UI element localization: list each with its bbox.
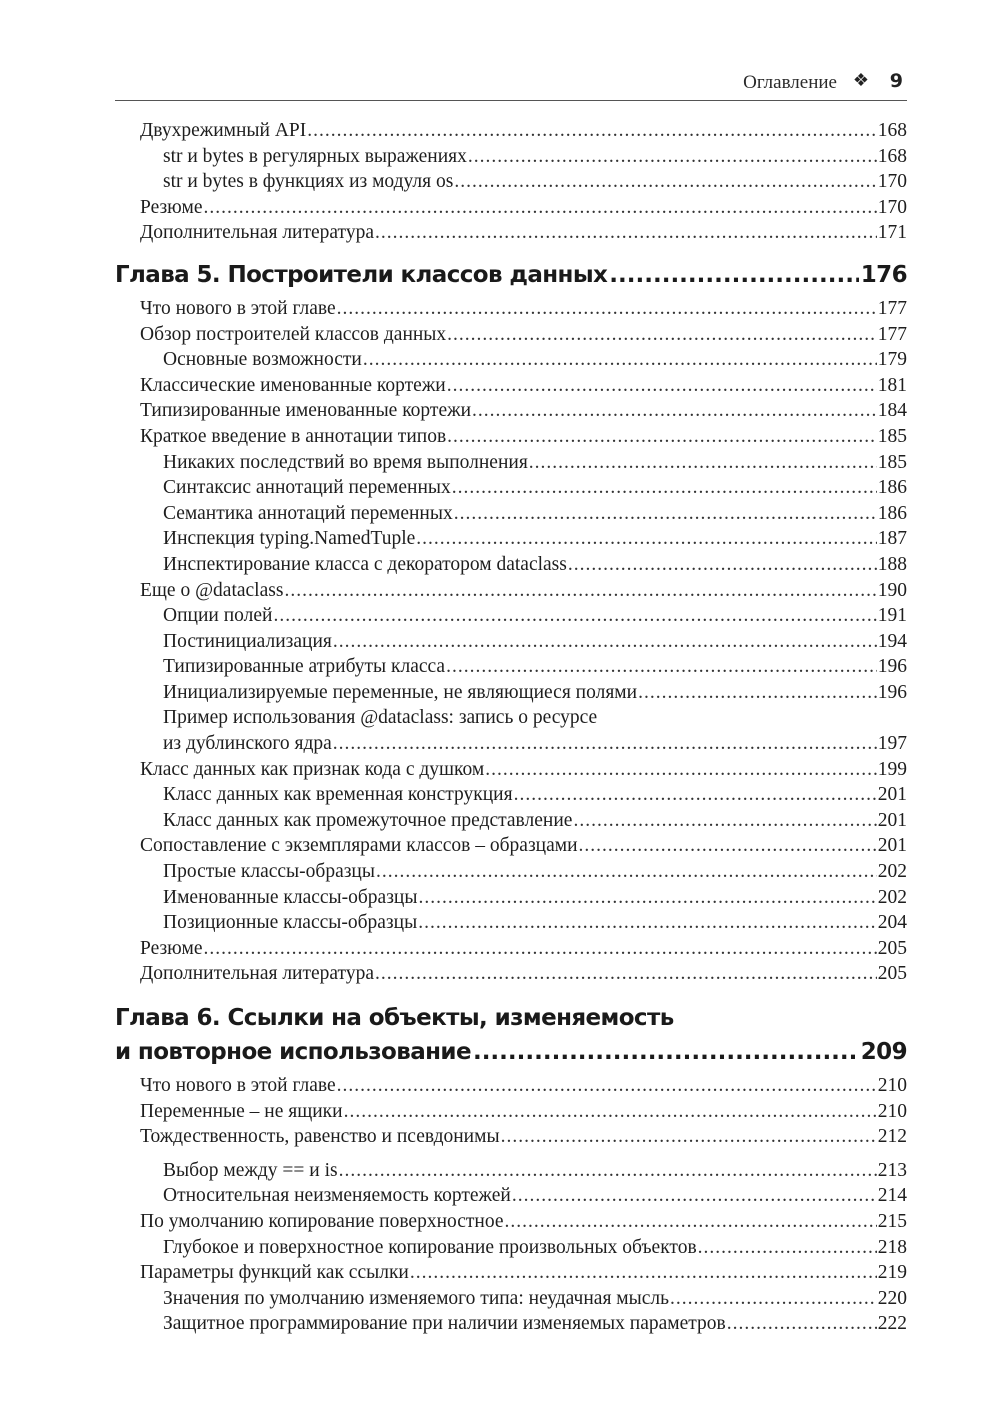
leader-dots	[468, 144, 877, 170]
ornament-icon: ❖	[852, 70, 869, 90]
chapter-5-entries	[115, 296, 907, 987]
chapter-6-entries	[115, 1073, 907, 1337]
toc-entry[interactable]	[115, 603, 907, 629]
toc-entry[interactable]	[115, 398, 907, 424]
leader-dots	[333, 629, 877, 655]
entry-page: 201	[877, 835, 907, 857]
toc-entry[interactable]	[115, 552, 907, 578]
entry-page: 222	[877, 1313, 907, 1335]
toc-entry[interactable]	[115, 220, 907, 246]
toc-entry[interactable]	[115, 782, 907, 808]
toc-entry[interactable]	[115, 1099, 907, 1125]
leader-dots	[573, 808, 876, 834]
entry-page: 210	[877, 1100, 907, 1122]
entry-page: 199	[877, 758, 907, 780]
entry-page: 210	[877, 1075, 907, 1096]
entry-page: 190	[877, 579, 907, 601]
toc-entry[interactable]	[115, 1073, 907, 1099]
leader-dots	[307, 118, 876, 144]
toc-entry-title-line1	[115, 705, 907, 731]
toc-entry[interactable]	[115, 169, 907, 195]
chapter-title: и повторное использование	[115, 1039, 471, 1065]
entry-title: Относительная неизменяемость кортежей	[163, 1185, 511, 1207]
entry-title: str и bytes в функциях из модуля os	[163, 171, 454, 193]
toc-entry[interactable]	[115, 578, 907, 604]
toc-entry[interactable]	[115, 1235, 907, 1261]
leader-dots	[529, 450, 877, 476]
entry-title: Краткое введение в аннотации типов	[140, 425, 447, 447]
toc-entry[interactable]	[115, 347, 907, 373]
leader-dots	[204, 936, 877, 962]
entry-page: 196	[877, 656, 907, 678]
entry-page: 184	[877, 400, 907, 422]
entry-page: 196	[877, 681, 907, 703]
leader-dots	[447, 424, 877, 450]
toc-entry[interactable]	[115, 654, 907, 680]
leader-dots	[333, 731, 877, 757]
toc-entry[interactable]	[115, 731, 907, 757]
entry-title: Позиционные классы-образцы	[163, 912, 418, 934]
leader-dots	[447, 373, 877, 399]
entry-page: 177	[877, 323, 907, 345]
chapter-page: 176	[860, 261, 907, 288]
entry-title: Тождественность, равенство и псевдонимы	[140, 1126, 500, 1148]
toc-entry[interactable]	[115, 450, 907, 476]
toc-entry[interactable]	[115, 833, 907, 859]
entry-page: 191	[877, 605, 907, 627]
toc-entry[interactable]	[115, 629, 907, 655]
toc-entry[interactable]	[115, 322, 907, 348]
toc-entry[interactable]	[115, 1183, 907, 1209]
entry-title: Семантика аннотаций переменных	[163, 502, 453, 524]
leader-dots	[344, 1099, 877, 1125]
entry-title: Дополнительная литература	[140, 222, 374, 244]
leader-dots	[363, 347, 877, 373]
toc-entry[interactable]	[115, 195, 907, 221]
entry-page: 202	[877, 861, 907, 883]
toc-entry[interactable]	[115, 526, 907, 552]
toc-entry[interactable]	[115, 1158, 907, 1184]
toc-entry[interactable]	[115, 910, 907, 936]
entry-page: 186	[877, 502, 907, 524]
entry-title: Класс данных как признак кода с душком	[140, 758, 485, 780]
entry-title: Класс данных как временная конструкция	[163, 784, 513, 806]
entry-page: 201	[877, 784, 907, 806]
toc-entry[interactable]	[115, 1311, 907, 1337]
entry-title: Инспекция typing.NamedTuple	[163, 528, 416, 550]
running-header	[115, 70, 907, 101]
entry-title: Типизированные атрибуты класса	[163, 656, 446, 678]
entry-page: 220	[877, 1287, 907, 1309]
toc-entry[interactable]	[115, 1286, 907, 1312]
leader-dots	[638, 680, 877, 706]
leader-dots	[454, 501, 877, 527]
entry-page: 179	[877, 349, 907, 371]
leader-dots	[337, 1073, 877, 1099]
leader-dots	[337, 296, 877, 322]
toc-entry[interactable]	[115, 680, 907, 706]
entry-page: 177	[877, 297, 907, 319]
toc-section-continued	[115, 118, 907, 246]
entry-title: Пример использования @dataclass: запись о ресурсе	[163, 707, 598, 729]
entry-page: 218	[877, 1236, 907, 1258]
page-number: 9	[889, 70, 903, 92]
table-of-contents	[115, 118, 907, 1337]
toc-entry[interactable]	[115, 859, 907, 885]
entry-title: Именованные классы-образцы	[163, 886, 418, 908]
entry-title: Опции полей	[163, 605, 273, 627]
toc-entry[interactable]	[115, 808, 907, 834]
entry-title: Переменные – не ящики	[140, 1100, 343, 1122]
entry-page: 212	[877, 1126, 907, 1148]
entry-title: Классические именованные кортежи	[140, 374, 446, 396]
leader-dots	[609, 258, 859, 292]
toc-entry[interactable]	[115, 936, 907, 962]
section-title: Оглавление	[743, 72, 837, 93]
chapter-heading[interactable]	[115, 258, 907, 292]
leader-dots	[485, 757, 877, 783]
entry-title: Инспектирование класса с декоратором dataclass	[163, 553, 567, 575]
leader-dots	[376, 859, 877, 885]
entry-page: 214	[877, 1185, 907, 1207]
leader-dots	[416, 526, 876, 552]
leader-dots	[452, 475, 877, 501]
leader-dots	[473, 1035, 859, 1069]
leader-dots	[514, 782, 877, 808]
entry-title: Резюме	[140, 196, 203, 218]
leader-dots	[375, 961, 877, 987]
entry-title: Глубокое и поверхностное копирование произвольных объектов	[163, 1236, 697, 1258]
toc-entry[interactable]	[115, 296, 907, 322]
entry-page: 170	[877, 171, 907, 193]
chapter-5	[115, 258, 907, 292]
leader-dots	[204, 195, 877, 221]
entry-title: Постинициализация	[163, 630, 332, 652]
entry-page: 187	[877, 528, 907, 550]
entry-page: 194	[877, 630, 907, 652]
leader-dots	[568, 552, 877, 578]
leader-dots	[501, 1124, 877, 1150]
leader-dots	[670, 1286, 877, 1312]
toc-entry[interactable]	[115, 1124, 907, 1150]
entry-title: Значения по умолчанию изменяемого типа: неудачная мысль	[163, 1287, 670, 1309]
entry-title: Еще о @dataclass	[140, 579, 284, 601]
toc-entry[interactable]	[115, 1260, 907, 1286]
entry-page: 219	[877, 1262, 907, 1284]
leader-dots	[284, 578, 876, 604]
entry-title: Защитное программирование при наличии изменяемых параметров	[163, 1313, 726, 1335]
entry-page: 171	[877, 222, 907, 244]
leader-dots	[273, 603, 876, 629]
toc-entry[interactable]	[115, 757, 907, 783]
entry-page: 168	[877, 145, 907, 167]
toc-entry[interactable]	[115, 373, 907, 399]
entry-page: 204	[877, 912, 907, 934]
toc-entry[interactable]	[115, 885, 907, 911]
chapter-title-line1: Глава 6. Ссылки на объекты, изменяемость	[115, 1005, 674, 1031]
entry-page: 181	[877, 374, 907, 396]
leader-dots	[505, 1209, 877, 1235]
entry-page: 170	[877, 196, 907, 218]
entry-title: Что нового в этой главе	[140, 297, 336, 319]
leader-dots	[698, 1235, 877, 1261]
toc-entry[interactable]	[115, 961, 907, 987]
entry-page: 215	[877, 1210, 907, 1232]
leader-dots	[410, 1260, 877, 1286]
leader-dots	[375, 220, 877, 246]
leader-dots	[454, 169, 876, 195]
entry-title: Выбор между == и is	[163, 1159, 338, 1181]
leader-dots	[418, 885, 876, 911]
entry-page: 202	[877, 886, 907, 908]
leader-dots	[472, 398, 877, 424]
entry-page: 213	[877, 1159, 907, 1181]
entry-title: Основные возможности	[163, 349, 362, 371]
leader-dots	[579, 833, 877, 859]
entry-page: 186	[877, 477, 907, 499]
entry-page: 205	[877, 963, 907, 985]
toc-entry[interactable]	[115, 144, 907, 170]
entry-title: Обзор построителей классов данных	[140, 323, 447, 345]
entry-page: 197	[877, 733, 907, 755]
entry-title: Дополнительная литература	[140, 963, 374, 985]
entry-title: Параметры функций как ссылки	[140, 1262, 409, 1284]
toc-entry[interactable]	[115, 475, 907, 501]
entry-title: str и bytes в регулярных выражениях	[163, 145, 467, 167]
entry-title: Класс данных как промежуточное представление	[163, 809, 573, 831]
entry-title: Синтаксис аннотаций переменных	[163, 477, 451, 499]
entry-page: 201	[877, 809, 907, 831]
entry-title: Что нового в этой главе	[140, 1075, 336, 1096]
leader-dots	[339, 1158, 877, 1184]
entry-page: 185	[877, 425, 907, 447]
entry-page: 185	[877, 451, 907, 473]
spacer	[115, 1150, 907, 1158]
chapter-page: 209	[860, 1039, 907, 1065]
toc-entry[interactable]	[115, 1209, 907, 1235]
entry-title: По умолчанию копирование поверхностное	[140, 1210, 504, 1232]
chapter-title: Глава 5. Построители классов данных	[115, 261, 608, 288]
chapter-6	[115, 1001, 907, 1069]
entry-page: 168	[877, 120, 907, 141]
entry-page: 205	[877, 937, 907, 959]
leader-dots	[512, 1183, 877, 1209]
entry-title: из дублинского ядра	[163, 733, 332, 755]
leader-dots	[446, 654, 877, 680]
toc-entry[interactable]	[115, 424, 907, 450]
entry-title: Резюме	[140, 937, 203, 959]
entry-title: Сопоставление с экземплярами классов – образцами	[140, 835, 578, 857]
entry-title: Двухрежимный API	[140, 120, 307, 141]
leader-dots	[418, 910, 877, 936]
entry-title: Простые классы-образцы	[163, 861, 375, 883]
leader-dots	[727, 1311, 877, 1337]
toc-entry[interactable]	[115, 118, 907, 144]
entry-title: Никаких последствий во время выполнения	[163, 451, 528, 473]
entry-title: Инициализируемые переменные, не являющиеся полями	[163, 681, 638, 703]
entry-title: Типизированные именованные кортежи	[140, 400, 472, 422]
toc-entry[interactable]	[115, 501, 907, 527]
chapter-heading[interactable]	[115, 1035, 907, 1069]
leader-dots	[447, 322, 877, 348]
entry-page: 188	[877, 553, 907, 575]
